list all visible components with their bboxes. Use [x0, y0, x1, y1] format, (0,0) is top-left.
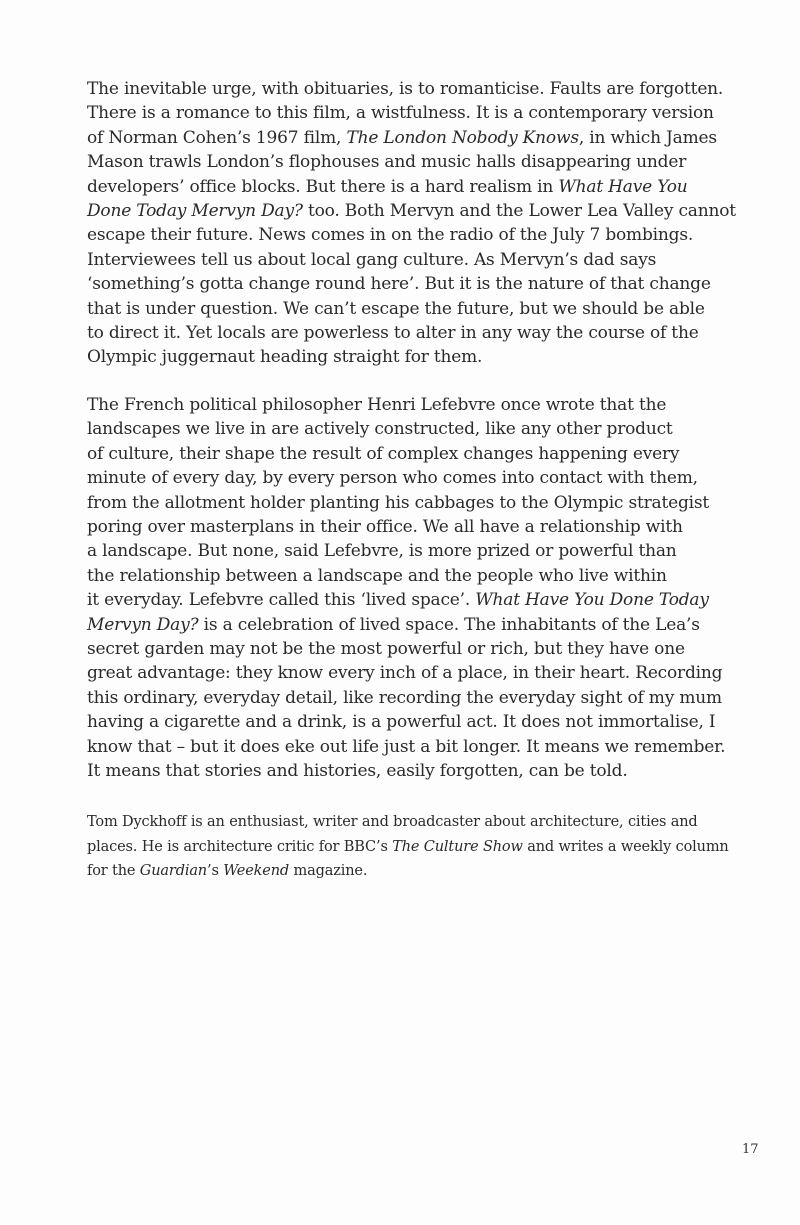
- text-line: [87, 613, 777, 637]
- text-line: [87, 564, 777, 588]
- text-line: [87, 272, 777, 296]
- text-run: minute of every day, by every person who comes into contact with them,: [87, 468, 698, 489]
- text-line: [87, 175, 777, 199]
- text-line: [87, 417, 777, 441]
- text-line: [87, 859, 777, 884]
- italic-title-text: What Have You: [558, 176, 688, 197]
- text-run: ’s: [207, 863, 224, 879]
- text-line: [87, 810, 777, 835]
- text-run: Mason trawls London’s flophouses and music halls disappearing under: [87, 152, 687, 173]
- text-run: to direct it. Yet locals are powerless to alter in any way the course of the: [87, 323, 699, 344]
- text-run: secret garden may not be the most powerful or rich, but they have one: [87, 639, 685, 660]
- body-paragraph-2: [87, 393, 777, 784]
- text-run: The French political philosopher Henri Lefebvre once wrote that the: [87, 395, 667, 415]
- text-run: developers’ office blocks. But there is a hard realism in: [87, 176, 559, 197]
- text-run: that is under question. We can’t escape the future, but we should be able: [87, 298, 705, 319]
- text-line: [87, 661, 777, 685]
- text-run: ‘something’s gotta change round here’. But it is the nature of that change: [87, 274, 711, 295]
- text-line: [87, 515, 777, 539]
- text-line: [87, 759, 777, 783]
- text-line: [87, 150, 777, 174]
- text-line: [87, 321, 777, 345]
- text-line: [87, 835, 777, 860]
- text-line: [87, 297, 777, 321]
- text-run: for the: [87, 863, 140, 879]
- author-bio: [87, 810, 777, 884]
- text-run: too. Both Mervyn and the Lower Lea Valley cannot: [302, 201, 736, 222]
- text-run: a landscape. But none, said Lefebvre, is more prized or powerful than: [87, 541, 677, 562]
- text-run: this ordinary, everyday detail, like recording the everyday sight of my mum: [87, 687, 722, 708]
- text-line: [87, 199, 777, 223]
- text-run: , in which James: [578, 127, 717, 148]
- text-line: [87, 345, 777, 369]
- text-line: [87, 77, 777, 101]
- text-run: places. He is architecture critic for BBC’s: [87, 838, 393, 855]
- text-run: from the allotment holder planting his cabbages to the Olympic strategist: [87, 492, 710, 513]
- text-line: [87, 126, 777, 150]
- text-run: Olympic juggernaut heading straight for them.: [87, 347, 483, 368]
- body-paragraph-1: [87, 77, 777, 370]
- text-line: [87, 710, 777, 734]
- text-line: [87, 248, 777, 272]
- text-line: [87, 491, 777, 515]
- text-line: [87, 442, 777, 466]
- text-line: [87, 735, 777, 759]
- text-run: It means that stories and histories, easily forgotten, can be told.: [87, 761, 628, 782]
- text-run: of culture, their shape the result of complex changes happening every: [87, 443, 680, 464]
- italic-title-text: Guardian: [139, 863, 207, 879]
- text-line: [87, 223, 777, 247]
- text-run: escape their future. News comes in on the radio of the July 7 bombings.: [87, 225, 694, 246]
- text-line: [87, 539, 777, 563]
- text-run: the relationship between a landscape and the people who live within: [87, 565, 667, 586]
- italic-title-text: The Culture Show: [392, 838, 523, 855]
- italic-title-text: Mervyn Day?: [87, 614, 199, 635]
- text-run: and writes a weekly column: [522, 838, 729, 855]
- text-run: having a cigarette and a drink, is a powerful act. It does not immortalise, I: [87, 712, 716, 733]
- text-run: The inevitable urge, with obituaries, is to romanticise. Faults are forgotten.: [87, 79, 724, 99]
- italic-title-text: The London Nobody Knows: [346, 127, 579, 148]
- text-run: Tom Dyckhoff is an enthusiast, writer and broadcaster about architecture, cities and: [87, 814, 698, 830]
- text-run: is a celebration of lived space. The inhabitants of the Lea’s: [198, 614, 700, 635]
- italic-title-text: Done Today Mervyn Day?: [87, 201, 303, 222]
- text-line: [87, 637, 777, 661]
- text-line: [87, 588, 777, 612]
- text-run: Interviewees tell us about local gang culture. As Mervyn’s dad says: [87, 249, 657, 270]
- text-run: There is a romance to this film, a wistfulness. It is a contemporary version: [87, 103, 714, 124]
- text-line: [87, 466, 777, 490]
- text-line: [87, 393, 777, 417]
- text-run: landscapes we live in are actively constructed, like any other product: [87, 419, 673, 440]
- text-run: magazine.: [289, 863, 368, 879]
- text-line: [87, 101, 777, 125]
- text-run: great advantage: they know every inch of a place, in their heart. Recording: [87, 663, 723, 684]
- text-line: [87, 686, 777, 710]
- italic-title-text: Weekend: [223, 863, 290, 879]
- text-run: it everyday. Lefebvre called this ‘lived space’.: [87, 590, 476, 611]
- text-run: of Norman Cohen’s 1967 film,: [87, 127, 347, 148]
- page-number: 17: [742, 1142, 759, 1157]
- text-run: poring over masterplans in their office. We all have a relationship with: [87, 517, 683, 538]
- text-run: know that – but it does eke out life just a bit longer. It means we remember.: [87, 736, 726, 757]
- italic-title-text: What Have You Done Today: [475, 590, 709, 611]
